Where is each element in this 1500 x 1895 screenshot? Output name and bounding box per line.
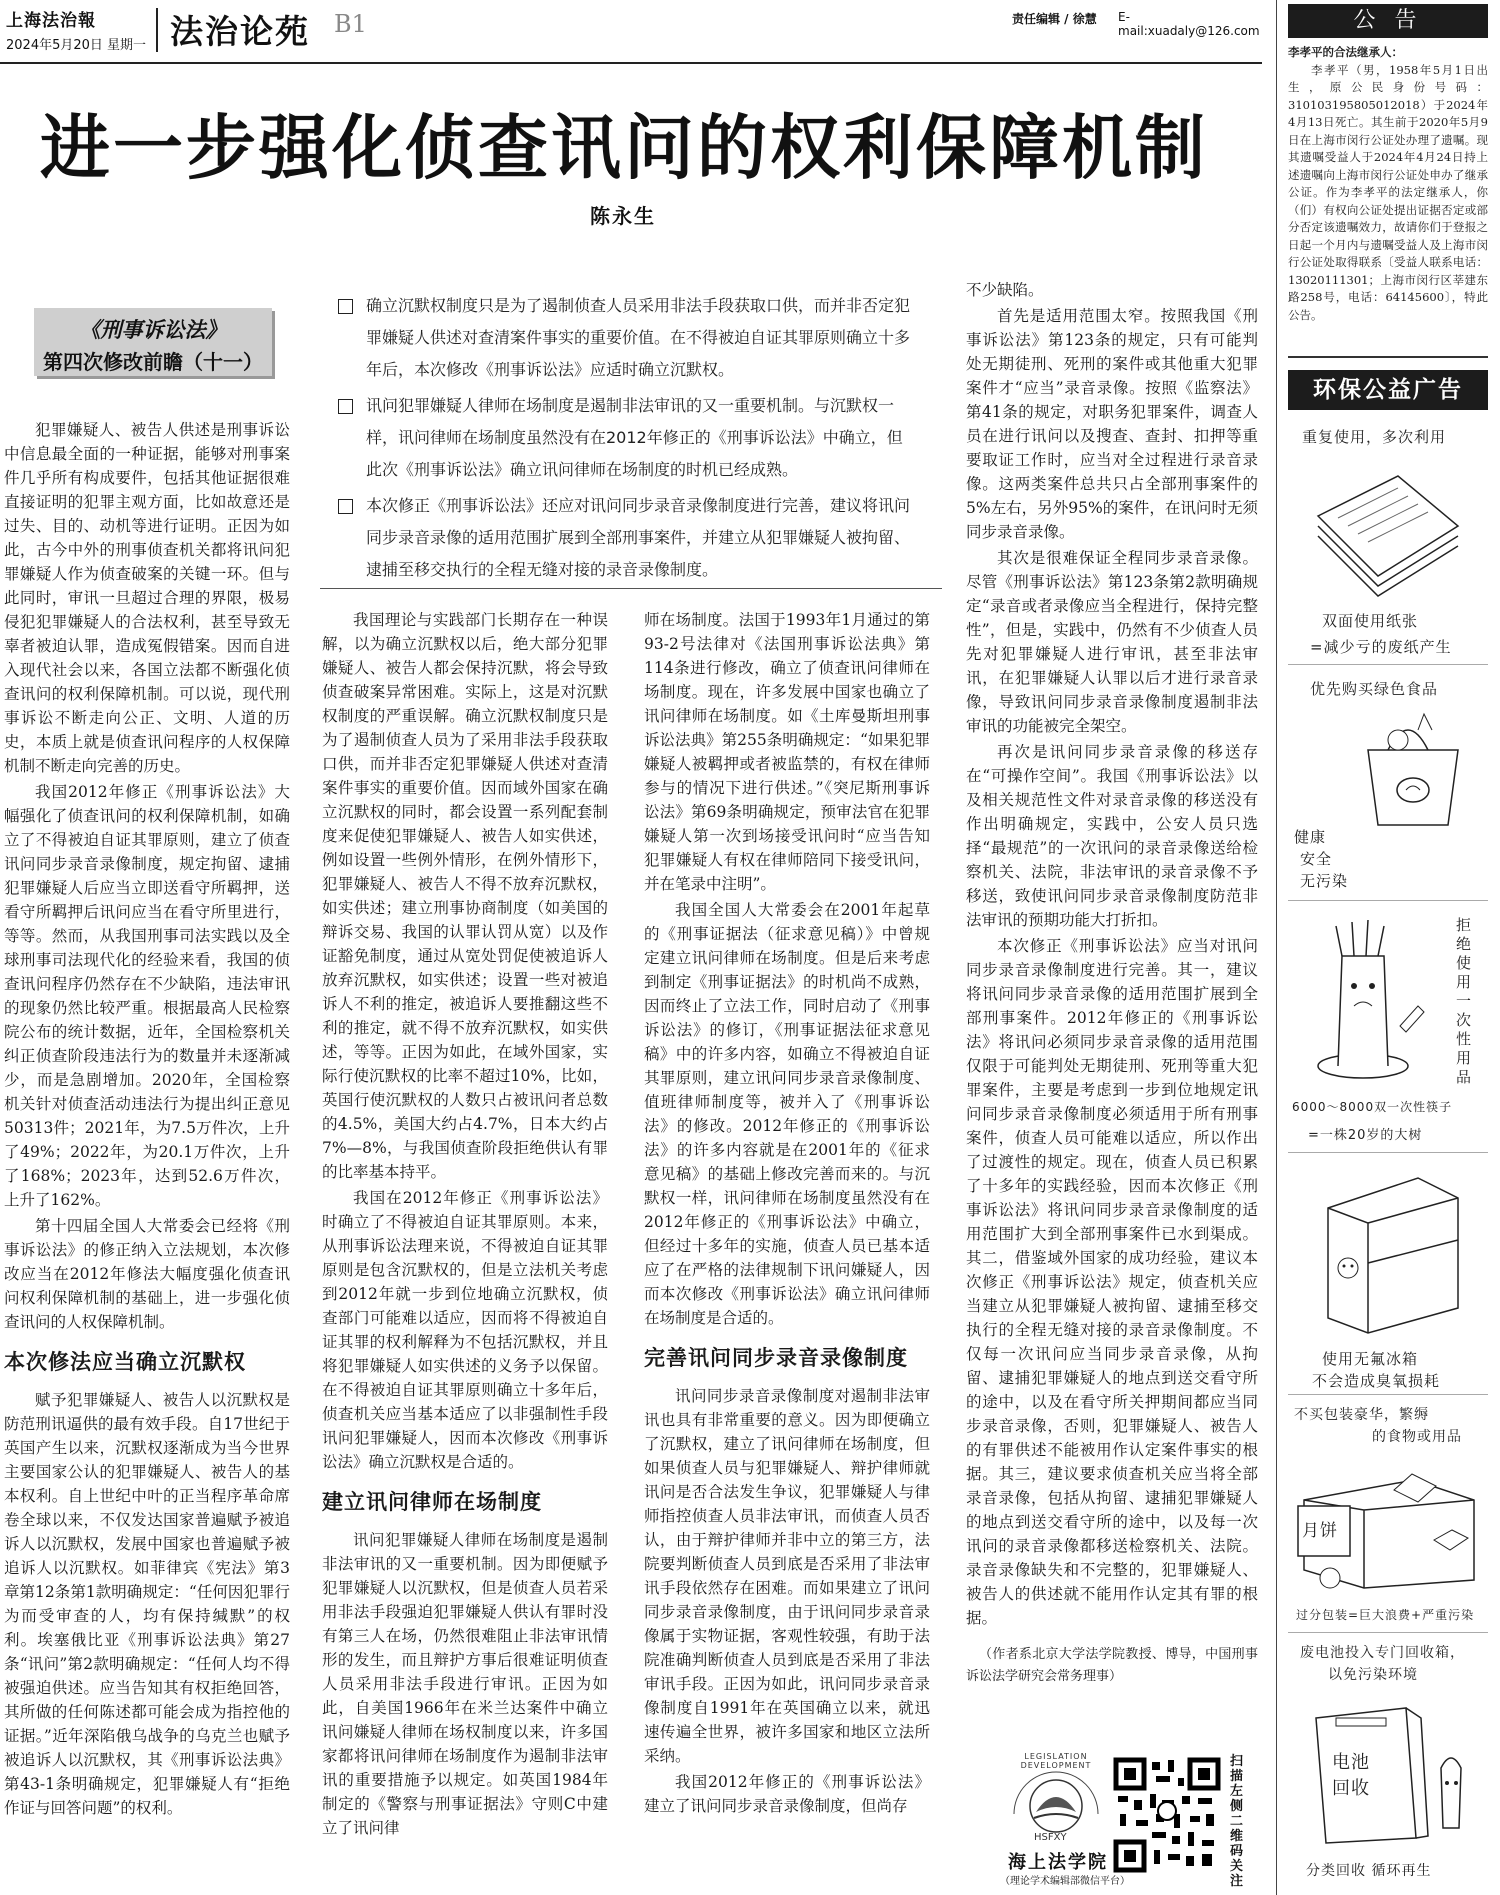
panel-caption: 不会造成臭氧损耗 bbox=[1312, 1372, 1441, 1390]
panel-caption: =一株20岁的大树 bbox=[1308, 1128, 1423, 1143]
paragraph: 第十四届全国人大常委会已经将《刑事诉讼法》的修正纳入立法规划，本次修改应当在2012年修法大幅度强化侦查讯问权利保障机制的基础上，进一步强化侦查讯问的人权保障机制。 bbox=[4, 1217, 290, 1331]
notice-addressee: 李孝平的合法继承人： bbox=[1288, 45, 1403, 59]
series-tag bbox=[34, 308, 272, 376]
masthead-divider bbox=[156, 8, 158, 52]
logo-abbr: HSFXY bbox=[1034, 1832, 1067, 1843]
eco-panel-chopsticks bbox=[1288, 902, 1488, 1153]
panel-caption: 过分包装=巨大浪费+严重污染 bbox=[1296, 1608, 1475, 1622]
box-label: 回收 bbox=[1332, 1778, 1370, 1799]
paragraph: 我国全国人大常委会在2001年起草的《刑事证据法（征求意见稿）》中曾规定建立讯问律师在场制度。但是后来考虑到制定《刑事证据法》的时机尚不成熟，因而终止了立法工作，同时启动了《刑事诉讼法》的修订，《刑事证据法征求意见稿》中的许多内容，如确立不得被迫自证其罪原则，建立讯问同步录音录像制度、值班律师制度等，被并入了《刑事诉讼法》的修改。2012年修正的《刑事诉讼法》的许多内容就是在2001年的《征求意见稿》的基础上修改完善而来的。与沉默权一样，讯问律师在场制度虽然没有在2012年修正的《刑事诉讼法》中确立，但经过十多年的实施，侦查人员已基本适应了在严格的法律规制下讯问嫌疑人，因而本次修改《刑事诉讼法》确立讯问律师在场制度是合适的。 bbox=[644, 901, 930, 1327]
notice-rule bbox=[1288, 356, 1488, 358]
panel-caption: 使用无氟冰箱 bbox=[1322, 1350, 1419, 1368]
notice-title: 公 告 bbox=[1353, 8, 1423, 33]
eco-panel-packaging bbox=[1288, 1396, 1488, 1633]
panel-caption: 的食物或用品 bbox=[1372, 1429, 1462, 1445]
column-3 bbox=[644, 608, 930, 1820]
summary-item bbox=[338, 490, 918, 586]
panel-caption: 安全 bbox=[1300, 850, 1333, 868]
column-1 bbox=[4, 418, 290, 1822]
summary-text: 本次修正《刑事诉讼法》还应对讯问同步录音录像制度进行完善，建议将讯问同步录音录像的适用范围扩展到全部刑事案件，并建立从犯罪嫌疑人被拘留、逮捕至移交执行的全程无缝对接的录音录像制度。 bbox=[366, 496, 911, 579]
section-name: 法治论苑 bbox=[170, 12, 310, 51]
page-number: B1 bbox=[334, 10, 367, 38]
fridge-icon bbox=[1308, 1168, 1468, 1338]
issue-date: 2024年5月20日 星期一 bbox=[6, 38, 147, 53]
notice-text: 李孝平（男，1958年5月1日出生，原公民身份号码：310103195805012018）于2024年4月13日死亡。其生前于2020年5月9日在上海市闵行公证处办理了遗嘱。现其遗嘱受益人于2024年4月24日持上述遗嘱向上海市闵行公证处申办了继承公证。作为李孝平的法定继承人，你（们）有权向公证处提出证据否定或部分否定该遗嘱效力，故请你们于登报之日起一个月内与遗嘱受益人及上海市闵行公证处取得联系〔受益人联系电话：13020111301；上海市闵行区莘建东路258号，电话：64145600〕，特此公告。 bbox=[1288, 62, 1488, 322]
paragraph: 讯问同步录音录像制度对遏制非法审讯也具有非常重要的意义。因为即便确立了沉默权，建立了讯问律师在场制度，但如果侦查人员与犯罪嫌疑人、辩护律师就讯问是否合法发生争议，犯罪嫌疑人与律师指控侦查人员非法审讯，而侦查人员否认，由于辩护律师并非中立的第三方，法院要判断侦查人员到底是否采用了非法审讯手段依然存在困难。而如果建立了讯问同步录音录像制度，由于讯问同步录音录像属于实物证据，客观性较强，有助于法院准确判断侦查人员到底是否采用了非法审讯手段。正因为如此，讯问同步录音录像制度自1991年在英国确立以来，就迅速传遍全世界，被许多国家和地区立法所采纳。 bbox=[644, 1387, 930, 1765]
panel-caption: 分类回收 循环再生 bbox=[1306, 1863, 1432, 1879]
paragraph: 师在场制度。法国于1993年1月通过的第93-2号法律对《法国刑事诉讼法典》第114条进行修改，确立了侦查讯问律师在场制度。现在，许多发展中国家也确立了讯问律师在场制度。如《土库曼斯坦刑事诉讼法典》第255条明确规定：“如果犯罪嫌疑人被羁押或者被监禁的，有权在律师参与的情况下进行供述。”《突尼斯刑事诉讼法》第69条明确规定，预审法官在犯罪嫌疑人第一次到场接受讯问时“应当告知犯罪嫌疑人有权在律师陪同下接受讯问，并在笔录中注明”。 bbox=[644, 611, 930, 893]
logo-name: 海上法学院 bbox=[1008, 1852, 1108, 1873]
sidebar-divider bbox=[1276, 0, 1277, 1895]
author-note: （作者系北京大学法学院教授、博导，中国刑事诉讼法学研究会常务理事） bbox=[966, 1647, 1258, 1684]
paragraph: 我国2012年修正的《刑事诉讼法》建立了讯问同步录音录像制度，但尚存 bbox=[644, 1773, 930, 1815]
paragraph: 我国理论与实践部门长期存在一种误解，以为确立沉默权以后，绝大部分犯罪嫌疑人、被告人都会保持沉默，将会导致侦查破案异常困难。实际上，这是对沉默权制度的严重误解。确立沉默权制度只是为了遏制侦查人员为了采用非法手段获取口供，而并非否定犯罪嫌疑人供述对查清案件事实的重要价值。因而域外国家在确立沉默权的同时，都会设置一系列配套制度来促使犯罪嫌疑人、被告人如实供述，例如设置一些例外情形，在例外情形下，犯罪嫌疑人、被告人不得不放弃沉默权，如实供述；建立刑事协商制度（如美国的辩诉交易、我国的认罪认罚从宽）以及作证豁免制度，通过从宽处罚促使被追诉人放弃沉默权，如实供述；设置一些对被追诉人不利的推定，被追诉人要推翻这些不利的推定，就不得不放弃沉默权，如实供述，等等。正因为如此，在域外国家，实际行使沉默权的比率不超过10%，比如，英国行使沉默权的人数只占被讯问者总数的4.5%，美国大约占4.7%，日本大约占7%—8%，与我国侦查阶段拒绝供认有罪的比率基本持平。 bbox=[322, 611, 608, 1181]
summary-text: 确立沉默权制度只是为了遏制侦查人员采用非法手段获取口供，而并非否定犯罪嫌疑人供述对查清案件事实的重要价值。在不得被迫自证其罪原则确立十多年后，本次修改《刑事诉讼法》应适时确立沉默权。 bbox=[366, 296, 911, 379]
panel-caption: 6000～8000双一次性筷子 bbox=[1292, 1100, 1453, 1114]
paragraph: 再次是讯问同步录音录像的移送存在“可操作空间”。我国《刑事诉讼法》以及相关规范性文件对录音录像的移送没有作出明确规定，实践中，公安人员只选择“最规范”的一次讯问的录音录像送给检察机关、法院，非法审讯的录音录像不予移送，致使讯问同步录音录像制度防范非法审讯的预期功能大打折扣。 bbox=[966, 743, 1258, 929]
paragraph: 讯问犯罪嫌疑人律师在场制度是遏制非法审讯的又一重要机制。因为即便赋予犯罪嫌疑人以沉默权，但是侦查人员若采用非法手段强迫犯罪嫌疑人供认有罪时没有第三人在场，仍然很难阻止非法审讯情形的发生，而且辩护方事后很难证明侦查人员采用非法手段进行审讯。正因为如此，自美国1966年在米兰达案件中确立讯问嫌疑人律师在场权制度以来，许多国家都将讯问律师在场制度作为遏制非法审讯的重要措施予以规定。如英国1984年制定的《警察与刑事证据法》守则C中建立了讯问律 bbox=[322, 1531, 608, 1837]
summary-item bbox=[338, 290, 918, 386]
box-label: 月饼 bbox=[1302, 1521, 1338, 1541]
panel-caption: 重复使用，多次利用 bbox=[1302, 428, 1447, 446]
paragraph: 首先是适用范围太窄。按照我国《刑事诉讼法》第123条的规定，只有可能判处无期徒刑、死刑的案件或其他重大犯罪案件才“应当”录音录像。按照《监察法》第41条的规定，对职务犯罪案件，调查人员在进行讯问以及搜查、查封、扣押等重要取证工作时，应当对全过程进行录音录像。这两类案件总共只占全部刑事案件的5%左右，另外95%的案件，在讯问时无须同步录音录像。 bbox=[966, 307, 1258, 541]
editor-name: 责任编辑 / 徐慧 bbox=[1012, 12, 1097, 26]
tree-stump-icon bbox=[1308, 916, 1428, 1086]
grocery-bag-icon bbox=[1348, 710, 1478, 830]
panel-caption: 以免污染环境 bbox=[1328, 1667, 1418, 1683]
square-bullet-icon bbox=[338, 399, 353, 414]
masthead-rule bbox=[0, 62, 1262, 64]
qr-code[interactable] bbox=[1112, 1756, 1222, 1874]
editor-email: E-mail:xuadaly@126.com bbox=[1118, 10, 1260, 38]
panel-caption: 无污染 bbox=[1300, 872, 1349, 890]
logo-subtitle: （理论学术编辑部微信平台） bbox=[1000, 1876, 1130, 1887]
column-4 bbox=[966, 278, 1258, 1690]
notice-header bbox=[1288, 4, 1488, 38]
summary-rule bbox=[320, 588, 942, 589]
paragraph: 犯罪嫌疑人、被告人供述是刑事诉讼中信息最全面的一种证据，能够对刑事案件几乎所有构成要件，包括其他证据很难直接证明的犯罪主观方面，比如故意还是过失、目的、动机等进行证明。正因为如此，古今中外的刑事侦查机关都将讯问犯罪嫌疑人作为侦查破案的关键一环。但与此同时，审讯一旦超过合理的界限，极易侵犯犯罪嫌疑人的合法权利，甚至导致无辜者被迫认罪，造成冤假错案。因而自进入现代社会以来，各国立法都不断强化侦查讯问的权利保障机制。可以说，现代刑事诉讼不断走向公正、文明、人道的历史，本质上就是侦查讯问程序的人权保障机制不断走向完善的历史。 bbox=[4, 421, 290, 775]
summary-text: 讯问犯罪嫌疑人律师在场制度是遏制非法审讯的又一重要机制。与沉默权一样，讯问律师在场制度虽然没有在2012年修正的《刑事诉讼法》中确立，但此次《刑事诉讼法》确立讯问律师在场制度的时机已经成熟。 bbox=[366, 396, 903, 479]
paper-name: 上海法治報 bbox=[6, 11, 96, 31]
logo-ring-text: LEGISLATION DEVELOPMENT bbox=[1020, 1752, 1092, 1770]
column-2 bbox=[322, 608, 608, 1842]
paragraph: 我国在2012年修正《刑事诉讼法》时确立了不得被迫自证其罪原则。本来，从刑事诉讼法理来说，不得被迫自证其罪原则是包含沉默权的，但是立法机关考虑到2012年就一步到位地确立沉默权，侦查部门可能难以适应，因而将不得被迫自证其罪的权利解释为不包括沉默权，并且将犯罪嫌疑人如实供述的义务予以保留。在不得被迫自证其罪原则确立十多年后，侦查机关应当基本适应了以非强制性手段讯问犯罪嫌疑人，因而本次修改《刑事诉讼法》确立沉默权是合适的。 bbox=[322, 1189, 608, 1471]
summary-box bbox=[338, 290, 918, 586]
panel-caption: 不买包装豪华，繁缛 bbox=[1294, 1407, 1429, 1423]
summary-item bbox=[338, 390, 918, 486]
panel-caption: 拒绝使用一次性用品 bbox=[1456, 916, 1473, 1086]
footer-logo-block bbox=[1000, 1752, 1262, 1888]
paragraph: 其次是很难保证全程同步录音录像。尽管《刑事诉讼法》第123条第2款明确规定“录音或者录像应当全程进行，保持完整性”，但是，实践中，仍然有不少侦查人员先对犯罪嫌疑人进行审讯，甚至非法审讯，在犯罪嫌疑人认罪以后才进行录音录像，导致讯问同步录音录像制度遏制非法审讯的功能被完全架空。 bbox=[966, 549, 1258, 735]
box-label: 电池 bbox=[1332, 1752, 1370, 1773]
paragraph: 本次修正《刑事诉讼法》应当对讯问同步录音录像制度进行完善。其一，建议将讯问同步录音录像的适用范围扩展到全部刑事案件。2012年修正的《刑事诉讼法》将讯问必须同步录音录像的适用范围仅限于可能判处无期徒刑、死刑等重大犯罪案件，主要是考虑到一步到位地规定讯问同步录音录像制度必须适用于所有刑事案件，侦查人员可能难以适应，所以作出了过渡性的规定。现在，侦查人员已积累了十多年的实践经验，因而本次修正《刑事诉讼法》将讯问同步录音录像制度的适用范围扩大到全部刑事案件已水到渠成。其二，借鉴域外国家的成功经验，建议本次修正《刑事诉讼法》规定，侦查机关应当建立从犯罪嫌疑人被拘留、逮捕至移交执行的全程无缝对接的录音录像制度。不仅每一次讯问应当同步录音录像，从拘留、逮捕犯罪嫌疑人的地点到送交看守所的途中，以及在看守所关押期间都应当同步录音录像，否则，犯罪嫌疑人、被告人的有罪供述不能被用作认定案件事实的根据。其三，建议要求侦查机关应当将全部录音录像，包括从拘留、逮捕犯罪嫌疑人的地点到送交看守所的途中，以及每一次讯问的录音录像都移送检察机关、法院。录音录像缺失和不完整的，犯罪嫌疑人、被告人的供述就不能用作认定其有罪的根据。 bbox=[966, 937, 1258, 1627]
paragraph: 赋予犯罪嫌疑人、被告人以沉默权是防范刑讯逼供的最有效手段。自17世纪于英国产生以来，沉默权逐渐成为当今世界主要国家公认的犯罪嫌疑人、被告人的基本权利。自上世纪中叶的正当程序革命席卷全球以来，不仅发达国家普遍赋予被追诉人以沉默权，发展中国家也普遍赋予被追诉人以沉默权。如菲律宾《宪法》第3章第12条第1款明确规定：“任何因犯罪行为而受审查的人，均有保持缄默”的权利。埃塞俄比亚《刑事诉讼法典》第27条“讯问”第2款明确规定：“任何人均不得被强迫供述。应当告知其有权拒绝回答，其所做的任何陈述都可能会成为指控他的证据。”近年深陷俄乌战争的乌克兰也赋予被追诉人以沉默权，其《刑事诉讼法典》第43-1条明确规定，犯罪嫌疑人有“拒绝作证与回答问题”的权利。 bbox=[4, 1391, 290, 1817]
qr-caption: 扫描左侧二维码关注 bbox=[1230, 1754, 1244, 1889]
eco-panel-paper bbox=[1288, 414, 1488, 665]
paragraph: 不少缺陷。 bbox=[966, 281, 1044, 299]
section-heading: 完善讯问同步录音录像制度 bbox=[644, 1346, 908, 1370]
panel-caption: =减少亏的废纸产生 bbox=[1310, 638, 1452, 656]
eco-ad-header bbox=[1288, 370, 1488, 410]
panel-caption: 双面使用纸张 bbox=[1322, 612, 1419, 630]
masthead bbox=[0, 0, 1262, 60]
section-heading: 本次修法应当确立沉默权 bbox=[4, 1350, 246, 1374]
series-line2: 第四次修改前瞻（十一） bbox=[43, 350, 263, 374]
square-bullet-icon bbox=[338, 499, 353, 514]
notice-body bbox=[1288, 44, 1488, 324]
square-bullet-icon bbox=[338, 299, 353, 314]
eco-panel-battery bbox=[1288, 1634, 1488, 1890]
section-heading: 建立讯问律师在场制度 bbox=[322, 1490, 542, 1514]
panel-caption: 废电池投入专门回收箱， bbox=[1300, 1645, 1465, 1661]
article-author: 陈永生 bbox=[590, 204, 656, 228]
eco-panel-green-food bbox=[1288, 666, 1488, 901]
series-line1: 《刑事诉讼法》 bbox=[79, 317, 227, 342]
paragraph: 我国2012年修正《刑事诉讼法》大幅强化了侦查讯问的权利保障机制，如确立了不得被迫自证其罪原则，建立了侦查讯问同步录音录像制度，规定拘留、逮捕犯罪嫌疑人后应当立即送看守所羁押，送看守所羁押后讯问应当在看守所里进行，等等。然而，从我国刑事司法实践以及全球刑事司法现代化的经验来看，我国的侦查讯问程序仍然存在不少缺陷，违法审讯的现象仍然比较严重。根据最高人民检察院公布的统计数据，近年，全国检察机关纠正侦查阶段违法行为的数量并未逐渐减少，而是急剧增加。2020年，全国检察机关针对侦查活动违法行为提出纠正意见50313件；2021年，为7.5万件次，上升了49%；2022年，为20.1万件次，上升了168%；2023年，达到52.6万件次，上升了162%。 bbox=[4, 783, 290, 1209]
eco-panel-fridge bbox=[1288, 1154, 1488, 1395]
article-title: 进一步强化侦查讯问的权利保障机制 bbox=[40, 106, 1208, 189]
panel-caption: 优先购买绿色食品 bbox=[1310, 680, 1439, 698]
paper-stack-icon bbox=[1308, 456, 1468, 606]
panel-caption: 健康 bbox=[1294, 828, 1327, 846]
eco-ad-title: 环保公益广告 bbox=[1313, 377, 1463, 403]
